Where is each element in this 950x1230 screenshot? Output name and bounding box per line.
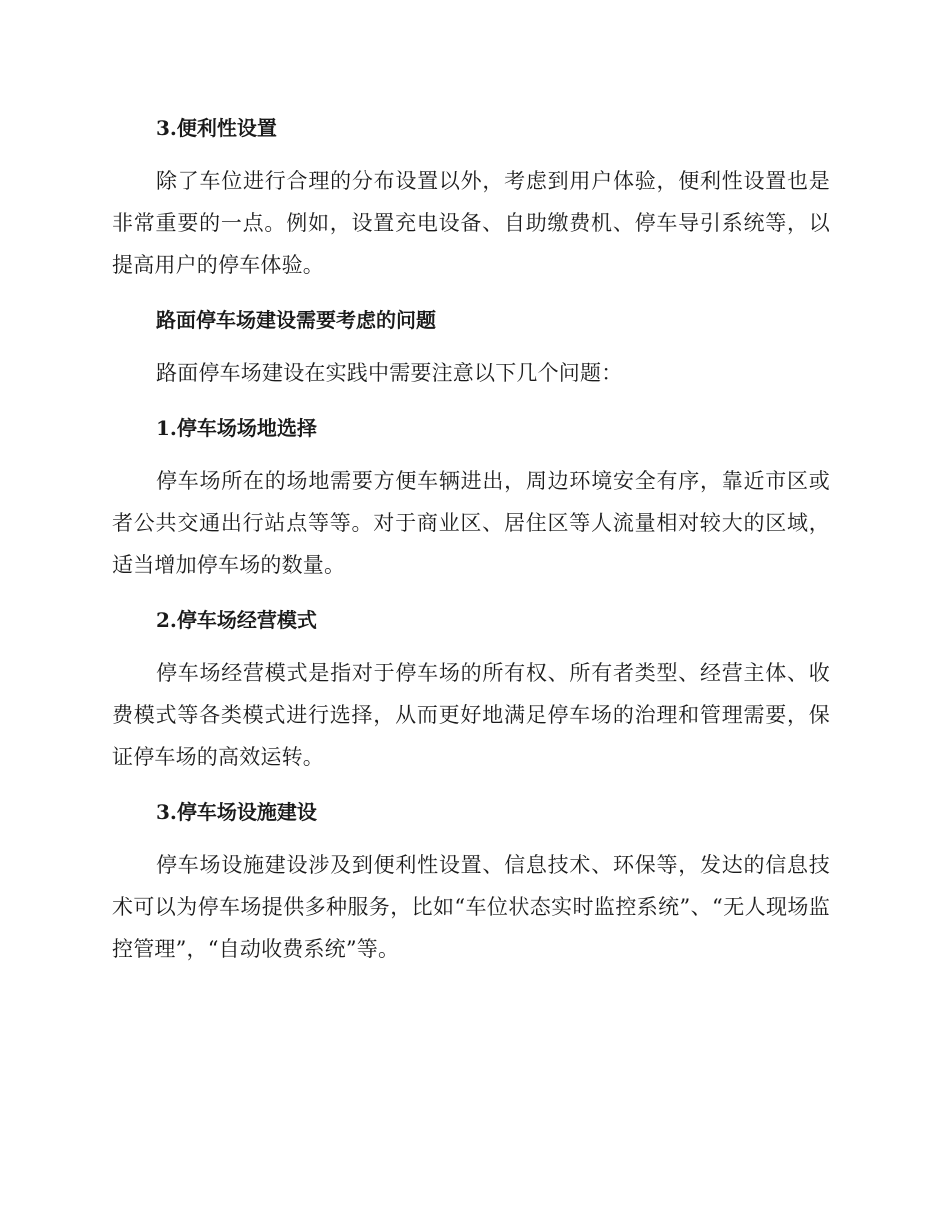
document-page <box>112 108 830 970</box>
section-paragraph-site-selection: 停车场所在的场地需要方便车辆进出，周边环境安全有序，靠近市区或者公共交通出行站点等等。对于商业区、居住区等人流量相对较大的区域，适当增加停车场的数量。 <box>112 469 830 577</box>
section-heading-site-selection: 1.停车场场地选择 <box>156 416 317 440</box>
section-heading-business-model: 2.停车场经营模式 <box>156 608 317 632</box>
section-heading-convenience: 3.便利性设置 <box>156 116 277 140</box>
section-paragraph-facilities: 停车场设施建设涉及到便利性设置、信息技术、环保等，发达的信息技术可以为停车场提供多种服务，比如“车位状态实时监控系统”、“无人现场监控管理”，“自动收费系统”等。 <box>112 853 830 961</box>
section-paragraph-business-model: 停车场经营模式是指对于停车场的所有权、所有者类型、经营主体、收费模式等各类模式进行选择，从而更好地满足停车场的治理和管理需要，保证停车场的高效运转。 <box>112 661 830 769</box>
section-heading-facilities: 3.停车场设施建设 <box>156 800 317 824</box>
section-heading-issues: 路面停车场建设需要考虑的问题 <box>156 308 436 332</box>
section-paragraph-convenience: 除了车位进行合理的分布设置以外，考虑到用户体验，便利性设置也是非常重要的一点。例如，设置充电设备、自助缴费机、停车导引系统等，以提高用户的停车体验。 <box>112 169 830 277</box>
section-paragraph-issues: 路面停车场建设在实践中需要注意以下几个问题： <box>156 361 623 385</box>
